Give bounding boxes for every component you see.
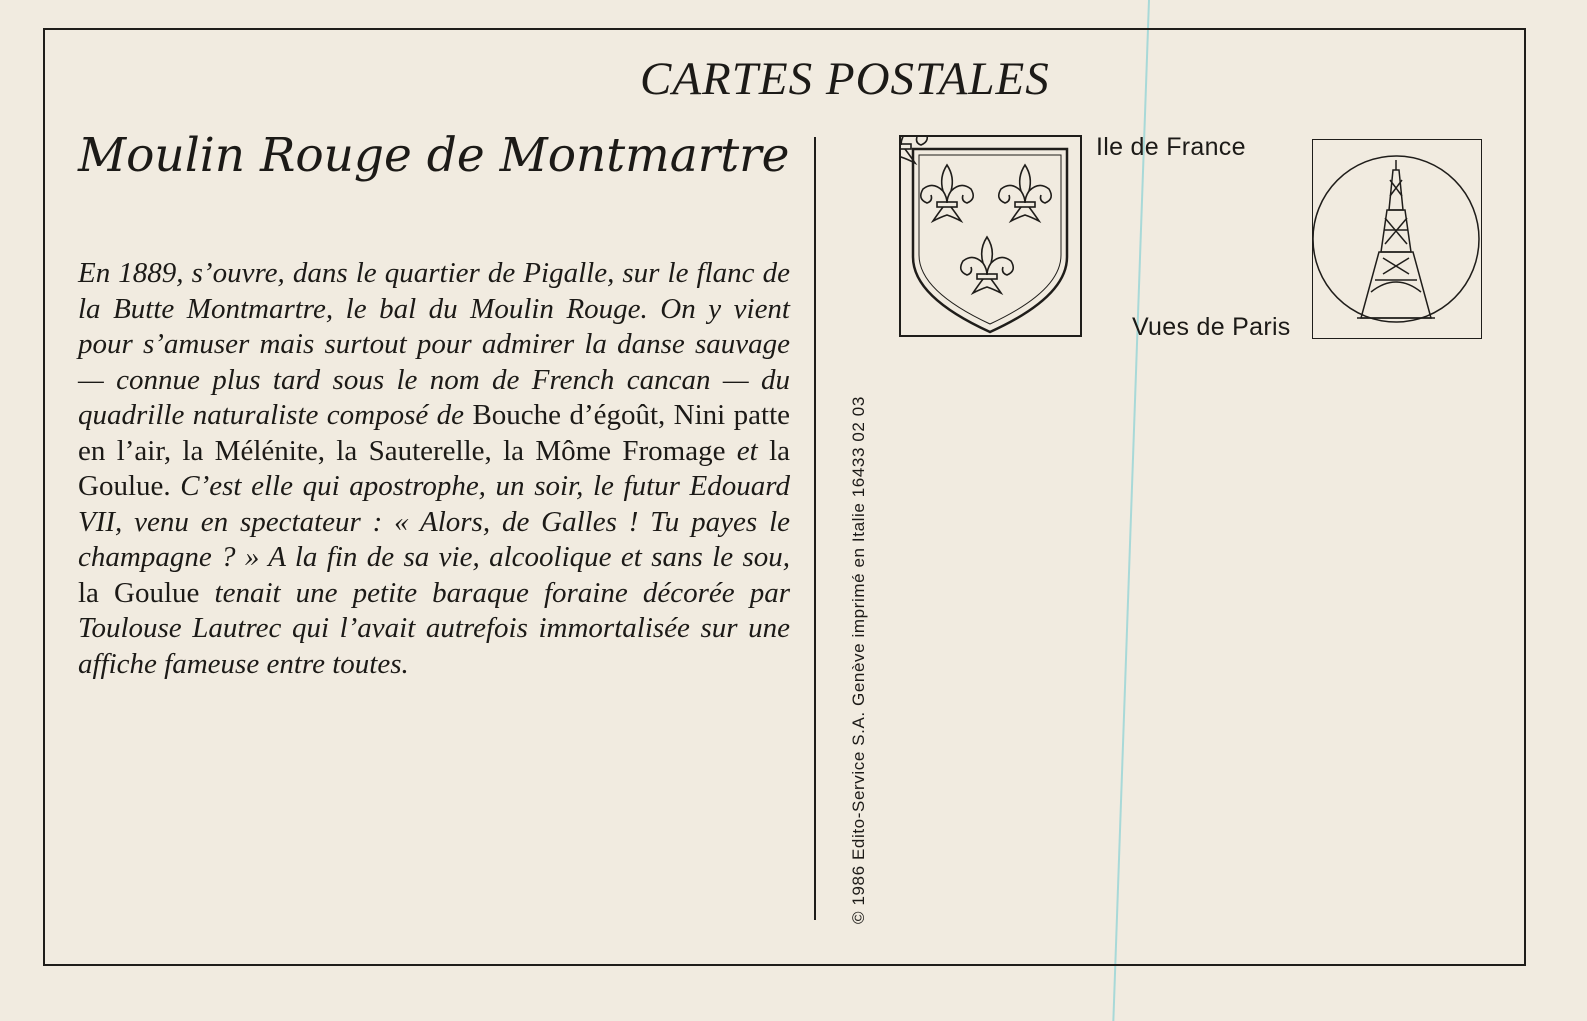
- region-label: Ile de France: [1096, 133, 1246, 161]
- postcard-title: Moulin Rouge de Montmartre: [78, 128, 790, 183]
- eiffel-tower-icon: [1312, 139, 1482, 339]
- description-segment: Bouche d’égoût, Nini patte en l’air, la Mélénite, la Sauterelle, la Môme Fromage: [78, 399, 790, 467]
- postcard-heading: CARTES POSTALES: [640, 53, 1050, 105]
- series-label: Vues de Paris: [1132, 313, 1291, 341]
- description-segment: C’est elle qui apostrophe, un soir, le futur Edouard VII, venu en spectateur : « Alors, de Galles ! Tu payes le champagne ? » A la fin de sa vie, alcoolique et sans le sou,: [78, 470, 790, 573]
- description-segment: la Goulue: [78, 576, 200, 609]
- publisher-credit: © 1986 Edito-Service S.A. Genève imprimé en Italie 16433 02 03: [849, 396, 868, 924]
- center-divider: [814, 137, 816, 920]
- description-segment: En 1889, s’ouvre, dans le quartier de Pigalle, sur le flanc de la Butte Montmartre, le bal du Moulin Rouge. On y vient pour s’amuser mais surtout pour admirer la danse sauvage — connue plus tard sous le nom de French cancan — du quadrille naturaliste composé de: [78, 257, 790, 431]
- description-segment: et: [725, 434, 770, 467]
- fleur-de-lis-shield-icon: [899, 135, 1082, 337]
- postcard-description: [78, 256, 790, 682]
- description-segment: tenait une petite baraque foraine décorée par Toulouse Lautrec qui l’avait autrefois immortalisée sur une affiche fameuse entre toutes.: [78, 576, 790, 680]
- description-segment: la Goulue.: [78, 434, 790, 502]
